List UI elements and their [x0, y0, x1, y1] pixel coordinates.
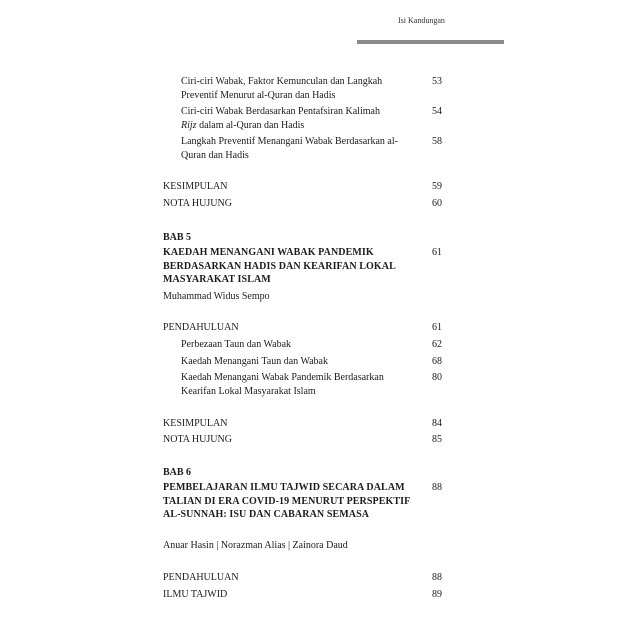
toc-sub-entry	[181, 135, 421, 163]
toc-page-number: 89	[432, 589, 442, 600]
toc-sub-entry	[181, 105, 421, 133]
toc-entry-kesimpulan: KESIMPULAN	[163, 181, 228, 192]
toc-sub-entry: Kaedah Menangani Wabak Pandemik Berdasarkan Kearifan Lokal Masyarakat Islam	[181, 372, 384, 397]
header-rule	[357, 40, 504, 44]
chapter-author: Anuar Hasin | Norazman Alias | Zainora Daud	[163, 540, 348, 551]
toc-page-number: 80	[432, 372, 442, 383]
toc-page-number: 54	[432, 106, 442, 117]
chapter-label: BAB 6	[163, 467, 192, 478]
toc-page-number: 61	[432, 322, 442, 333]
toc-page-number: 68	[432, 356, 442, 367]
toc-entry-nota-hujung: NOTA HUJUNG	[163, 434, 232, 445]
chapter-title: PEMBELAJARAN ILMU TAJWID SECARA DALAM TALIAN DI ERA COVID-19 MENURUT PERSPEKTIF AL-SUNNAH: ISU DAN CABARAN SEMASA	[163, 482, 410, 520]
chapter-label: BAB 5	[163, 232, 192, 243]
toc-entry-pendahuluan: PENDAHULUAN	[163, 322, 239, 333]
toc-entry-italic: Rijz	[181, 120, 197, 131]
toc-page-number: 88	[432, 482, 442, 493]
toc-entry-text: Langkah Preventif Menangani Wabak Berdasarkan al-Quran dan Hadis	[181, 136, 398, 161]
toc-sub-entry: Perbezaan Taun dan Wabak	[181, 339, 292, 350]
toc-entry-ilmu-tajwid: ILMU TAJWID	[163, 589, 228, 600]
toc-page-number: 58	[432, 136, 442, 147]
toc-page-number: 53	[432, 76, 442, 87]
toc-page-number: 88	[432, 572, 442, 583]
toc-page-number: 59	[432, 181, 442, 192]
running-header: Isi Kandungan	[398, 16, 445, 25]
toc-entry-pendahuluan: PENDAHULUAN	[163, 572, 239, 583]
toc-page-number: 84	[432, 418, 442, 429]
toc-page-number: 85	[432, 434, 442, 445]
chapter-author: Muhammad Widus Sempo	[163, 291, 270, 302]
toc-sub-entry	[181, 75, 421, 103]
toc-entry-text: Ciri-ciri Wabak Berdasarkan Pentafsiran Kalimah	[181, 106, 380, 117]
toc-page-number: 61	[432, 247, 442, 258]
toc-entry-text: Ciri-ciri Wabak, Faktor Kemunculan dan Langkah Preventif Menurut al-Quran dan Hadis	[181, 76, 383, 101]
toc-entry-nota-hujung: NOTA HUJUNG	[163, 198, 232, 209]
toc-entry-kesimpulan: KESIMPULAN	[163, 418, 228, 429]
chapter-title: KAEDAH MENANGANI WABAK PANDEMIK BERDASARKAN HADIS DAN KEARIFAN LOKAL MASYARAKAT ISLAM	[163, 247, 396, 285]
toc-sub-entry: Kaedah Menangani Taun dan Wabak	[181, 356, 328, 367]
toc-page-number: 62	[432, 339, 442, 350]
toc-page-number: 60	[432, 198, 442, 209]
toc-entry-text: dalam al-Quran dan Hadis	[196, 120, 305, 131]
